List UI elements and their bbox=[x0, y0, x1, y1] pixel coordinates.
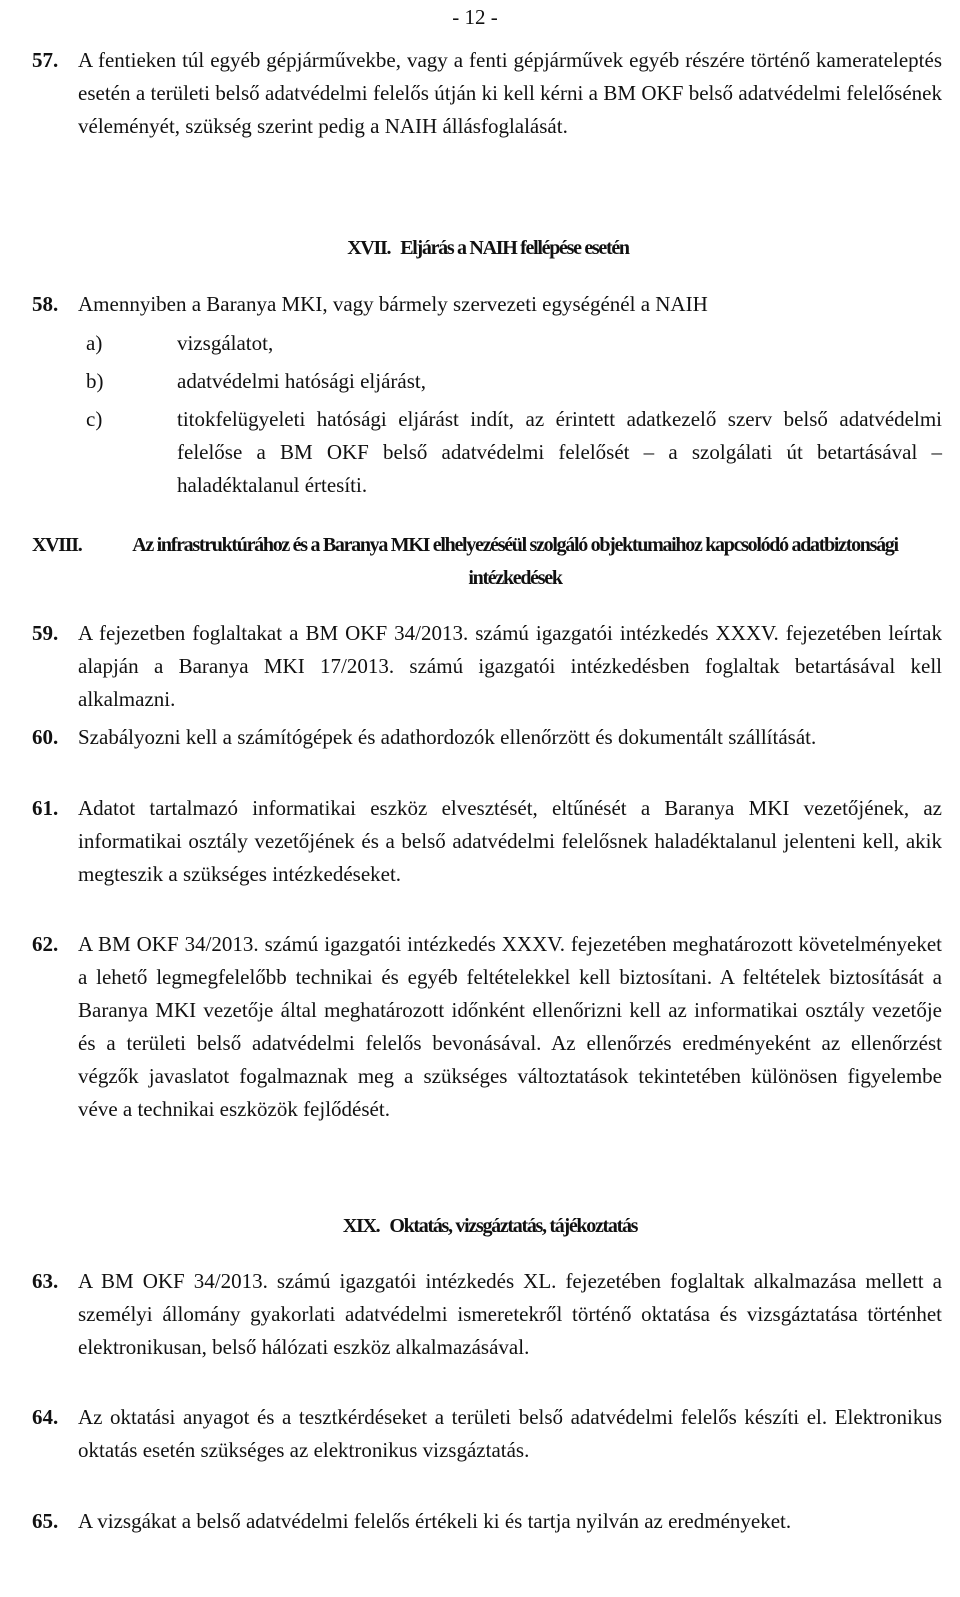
list-item bbox=[86, 403, 942, 502]
paragraph-60 bbox=[32, 721, 942, 754]
paragraph-number: 61. bbox=[32, 796, 59, 820]
section-title: Eljárás a NAIH fellépése esetén bbox=[400, 237, 629, 259]
paragraph-text: A vizsgákat a belső adatvédelmi felelős értékeli ki és tartja nyilván az eredményeket. bbox=[78, 1509, 792, 1533]
paragraph-62 bbox=[32, 928, 942, 1126]
paragraph-text: Szabályozni kell a számítógépek és adathordozók ellenőrzött és dokumentált szállítását. bbox=[78, 725, 817, 749]
page-number: - 12 - bbox=[452, 5, 498, 29]
paragraph-text: Az oktatási anyagot és a tesztkérdéseket a területi belső adatvédelmi felelős készíti el. Elektronikus oktatás esetén szükséges az elektronikus vizsgáztatás. bbox=[78, 1405, 942, 1462]
paragraph-number: 62. bbox=[32, 932, 59, 956]
paragraph-58 bbox=[32, 288, 942, 321]
paragraph-number: 57. bbox=[32, 48, 59, 72]
paragraph-61 bbox=[32, 792, 942, 891]
section-heading-xix bbox=[280, 1210, 700, 1243]
section-number: XIX. bbox=[342, 1215, 380, 1237]
paragraph-number: 58. bbox=[32, 292, 59, 316]
list-item-letter: a) bbox=[86, 331, 103, 355]
list-item bbox=[86, 365, 942, 398]
paragraph-65 bbox=[32, 1505, 942, 1538]
paragraph-59 bbox=[32, 617, 942, 716]
paragraph-text: A BM OKF 34/2013. számú igazgatói intézkedés XL. fejezetében foglaltak alkalmazása mellett a személyi állomány gyakorlati adatvédelmi ismeretekről történő oktatása és vizsgáztatása történhet elektronikusan, belső hálózati eszköz alkalmazásával. bbox=[78, 1269, 942, 1359]
paragraph-number: 65. bbox=[32, 1509, 59, 1533]
paragraph-number: 60. bbox=[32, 725, 59, 749]
list-item-text: adatvédelmi hatósági eljárást, bbox=[177, 369, 426, 393]
paragraph-text: A fentieken túl egyéb gépjárművekbe, vagy a fenti gépjárművek egyéb részére történő kamerateleptés esetén a területi belső adatvédelmi felelős útján ki kell kérni a BM OKF belső adatvédelmi felelősének véleményét, szükség szerint pedig a NAIH állásfoglalását. bbox=[78, 48, 942, 138]
paragraph-text: Amennyiben a Baranya MKI, vagy bármely szervezeti egységénél a NAIH bbox=[78, 292, 708, 316]
paragraph-text: A BM OKF 34/2013. számú igazgatói intézkedés XXXV. fejezetében meghatározott követelményeket a lehető legmegfelelőbb technikai és egyéb feltételekkel kell biztosítani. A feltételek biztosítását a Baranya MKI vezetője által meghatározott időnként ellenőrizni kell az informatikai osztály vezetője és a területi belső adatvédelmi felelős bevonásával. Az ellenőrzés eredményeként az ellenőrzést végzők javaslatot fogalmaznak meg a szükséges változtatások tekintetében különösen figyelembe véve a technikai eszközök fejlődését. bbox=[78, 932, 942, 1121]
list-item bbox=[86, 327, 942, 360]
section-heading-xvii bbox=[288, 232, 688, 265]
list-item-letter: b) bbox=[86, 369, 104, 393]
paragraph-63 bbox=[32, 1265, 942, 1364]
section-title: Oktatás, vizsgáztatás, tájékoztatás bbox=[389, 1215, 638, 1237]
paragraph-text: Adatot tartalmazó informatikai eszköz elvesztését, eltűnését a Baranya MKI vezetőjének, az informatikai osztály vezetőjének és a belső adatvédelmi felelősnek haladéktalanul jelenteni kell, akik megteszik a szükséges intézkedéseket. bbox=[78, 796, 942, 886]
section-number: XVII. bbox=[347, 237, 391, 259]
section-number: XVIII. bbox=[32, 534, 82, 556]
list-item-text: vizsgálatot, bbox=[177, 331, 274, 355]
paragraph-64 bbox=[32, 1401, 942, 1467]
paragraph-number: 59. bbox=[32, 621, 59, 645]
paragraph-57 bbox=[32, 44, 942, 143]
list-item-text: titokfelügyeleti hatósági eljárást indít, az érintett adatkezelő szerv belső adatvédelmi felelőse a BM OKF belső adatvédelmi felelősét – a szolgálati út betartásával – haladéktalanul értesíti. bbox=[177, 407, 942, 497]
paragraph-number: 64. bbox=[32, 1405, 59, 1429]
paragraph-58-list bbox=[86, 327, 942, 502]
section-title: Az infrastruktúrához és a Baranya MKI elhelyezéséül szolgáló objektumaihoz kapcsolódó adatbiztonsági intézkedések bbox=[132, 534, 898, 589]
paragraph-text: A fejezetben foglaltakat a BM OKF 34/2013. számú igazgatói intézkedés XXXV. fejezetében leírtak alapján a Baranya MKI 17/2013. számú igazgatói intézkedésben foglaltak betartásával kell alkalmazni. bbox=[78, 621, 942, 711]
list-item-letter: c) bbox=[86, 407, 103, 431]
paragraph-number: 63. bbox=[32, 1269, 59, 1293]
